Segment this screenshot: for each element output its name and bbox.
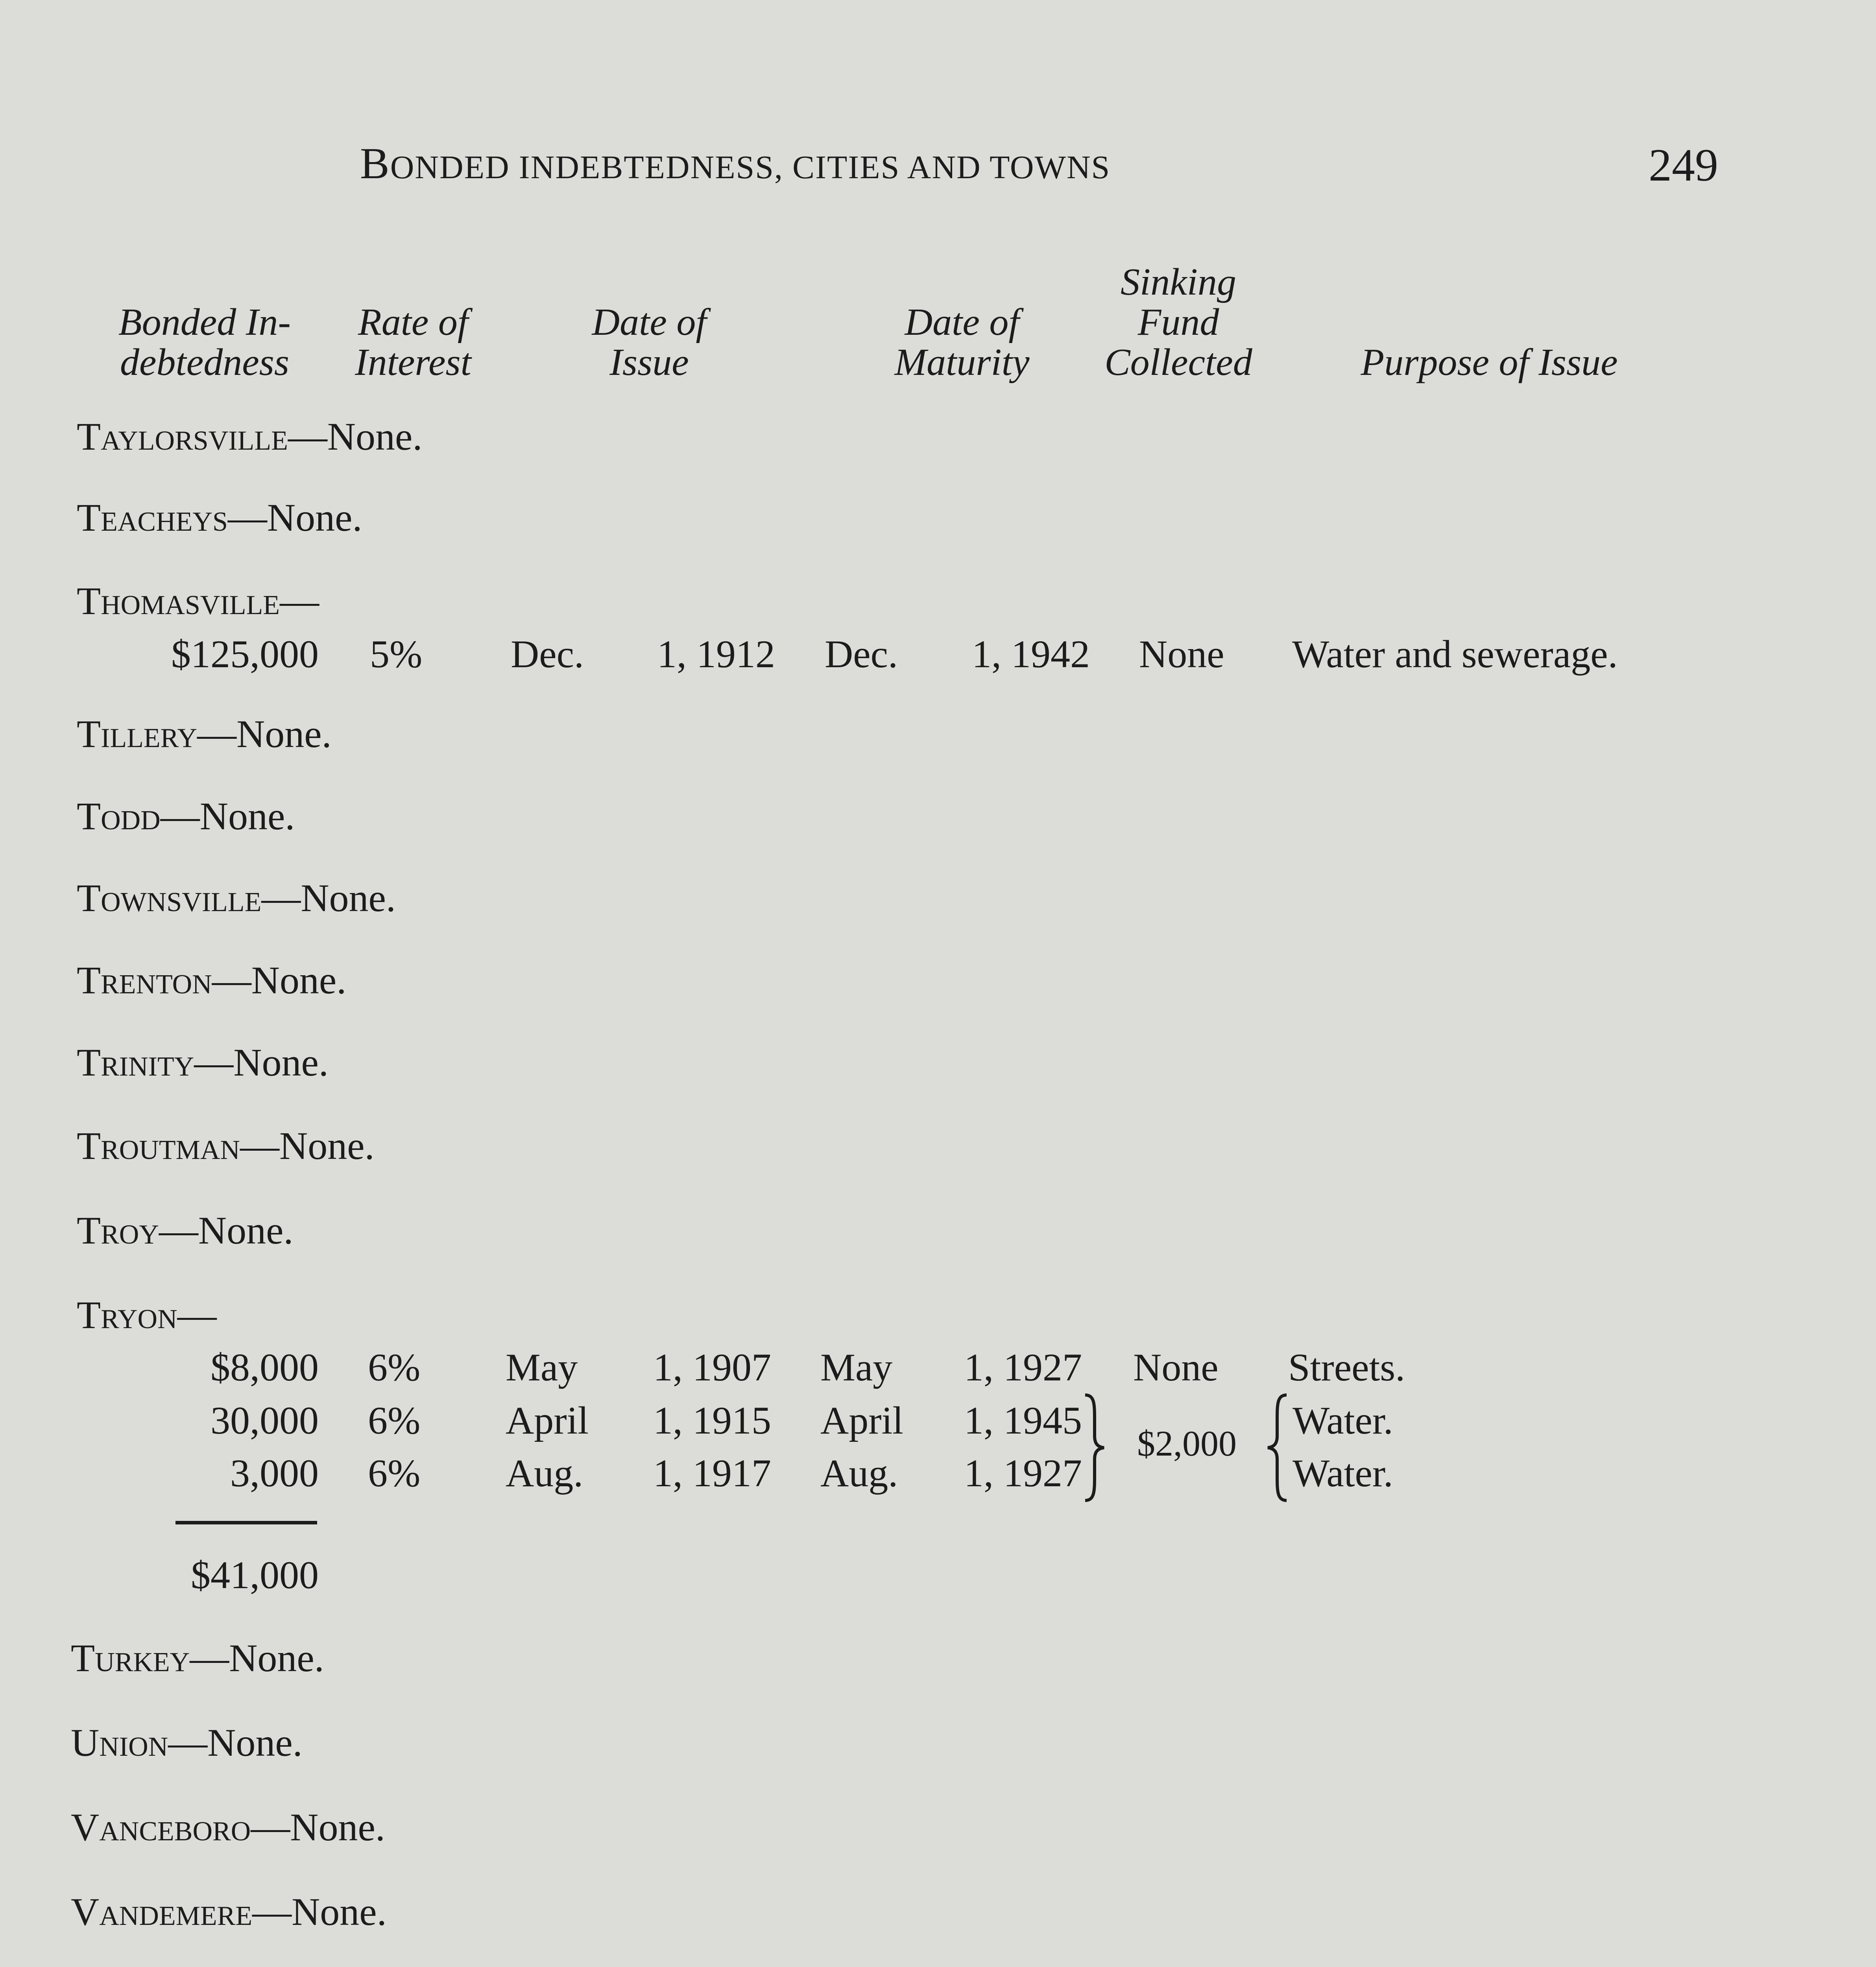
column-header-sinking: [1086, 262, 1271, 382]
entry-teacheys: [77, 495, 362, 540]
cell-amount: $125,000: [171, 632, 319, 676]
town-status: —None.: [159, 1209, 294, 1252]
column-header-line: Sinking: [1121, 261, 1236, 303]
town-status: —None.: [160, 794, 295, 838]
running-head-rest: ONDED INDEBTEDNESS, CITIES AND TOWNS: [390, 149, 1111, 186]
entry-union: [71, 1720, 303, 1765]
cell-sinking: None: [1139, 632, 1224, 676]
cell-issue-day-year: 1, 1915: [653, 1399, 771, 1442]
cell-purpose: Water.: [1293, 1451, 1393, 1495]
town-status: —None.: [261, 876, 396, 920]
column-header-line: Bonded In-: [118, 301, 291, 343]
town-status: —None.: [288, 415, 423, 458]
left-brace-icon: [1265, 1393, 1289, 1503]
column-header-purpose: [1322, 342, 1656, 382]
entry-vanceboro: [71, 1805, 385, 1850]
town-status: —None.: [212, 958, 347, 1002]
cell-maturity-day-year: 1, 1927: [964, 1345, 1082, 1389]
town-status: —None.: [251, 1805, 385, 1849]
entry-trenton: [77, 958, 346, 1003]
town-name: Vandemere: [71, 1890, 253, 1934]
column-header-line: Rate of: [358, 301, 469, 343]
town-name: Turkey: [71, 1636, 190, 1680]
cell-purpose: Water and sewerage.: [1292, 632, 1618, 676]
sum-rule: [175, 1521, 317, 1524]
cell-rate: 5%: [370, 632, 423, 676]
town-name: Townsville: [77, 876, 262, 920]
town-name: Thomasville: [77, 579, 280, 623]
cell-amount: 30,000: [210, 1399, 319, 1442]
town-status: —None.: [190, 1636, 324, 1680]
cell-amount: 3,000: [230, 1451, 319, 1495]
column-header-line: Interest: [355, 341, 471, 384]
entry-vandemere: [71, 1889, 387, 1934]
cell-rate: 6%: [368, 1345, 421, 1389]
town-name: Tillery: [77, 712, 198, 756]
column-header-bonded: [94, 302, 315, 382]
cell-maturity-month: Aug.: [820, 1451, 898, 1495]
town-name: Taylorsville: [77, 415, 288, 458]
town-name: Union: [71, 1721, 168, 1764]
cell-amount: $8,000: [210, 1345, 319, 1389]
column-header-line: debtedness: [120, 341, 289, 384]
column-header-line: Fund: [1137, 301, 1219, 343]
cell-purpose: Water.: [1293, 1399, 1393, 1442]
column-header-rate: [338, 302, 488, 382]
town-status: —: [280, 579, 319, 623]
entry-tryon: [77, 1292, 217, 1338]
town-name: Tryon: [77, 1293, 177, 1337]
column-header-issue: [567, 302, 732, 382]
cell-maturity-day-year: 1, 1927: [964, 1451, 1082, 1495]
cell-issue-day-year: 1, 1917: [653, 1451, 771, 1495]
cell-rate: 6%: [368, 1451, 421, 1495]
entry-turkey: [71, 1635, 324, 1681]
cell-issue-day-year: 1, 1912: [657, 632, 775, 676]
column-header-line: Collected: [1104, 341, 1252, 384]
town-status: —None.: [227, 496, 362, 539]
cell-maturity-month: April: [820, 1399, 904, 1442]
column-header-line: Date of: [592, 301, 707, 343]
entry-townsville: [77, 875, 396, 921]
cell-sinking-shared: $2,000: [1137, 1423, 1237, 1463]
cell-issue-month: Dec.: [511, 632, 584, 676]
cell-purpose: Streets.: [1288, 1345, 1405, 1389]
entry-troutman: [77, 1123, 375, 1168]
town-status: —None.: [168, 1721, 303, 1764]
cell-maturity-day-year: 1, 1942: [972, 632, 1090, 676]
cell-maturity-month: Dec.: [825, 632, 898, 676]
cell-total: $41,000: [191, 1553, 319, 1597]
entry-troy: [77, 1208, 294, 1253]
right-brace-icon: [1083, 1393, 1106, 1503]
entry-tillery: [77, 711, 332, 757]
town-status: —: [177, 1293, 217, 1337]
town-name: Teacheys: [77, 496, 228, 539]
entry-trinity: [77, 1040, 329, 1085]
town-name: Troy: [77, 1209, 159, 1252]
cell-issue-month: May: [506, 1345, 578, 1389]
cell-sinking: None: [1133, 1345, 1219, 1389]
column-header-line: Date of: [905, 301, 1019, 343]
running-head-initial: B: [360, 139, 390, 188]
page-number: 249: [1649, 139, 1718, 191]
town-name: Trinity: [77, 1041, 194, 1084]
town-status: —None.: [194, 1041, 329, 1084]
town-name: Vanceboro: [71, 1805, 251, 1849]
cell-issue-day-year: 1, 1907: [653, 1345, 771, 1389]
town-status: —None.: [240, 1124, 375, 1168]
cell-rate: 6%: [368, 1399, 421, 1442]
cell-issue-month: April: [506, 1399, 589, 1442]
town-name: Todd: [77, 794, 161, 838]
town-name: Trenton: [77, 958, 212, 1002]
running-head: [360, 138, 1110, 189]
town-name: Troutman: [77, 1124, 240, 1168]
town-status: —None.: [252, 1890, 387, 1934]
cell-issue-month: Aug.: [506, 1451, 583, 1495]
cell-maturity-day-year: 1, 1945: [964, 1399, 1082, 1442]
town-status: —None.: [197, 712, 332, 756]
entry-thomasville: [77, 578, 319, 624]
column-header-line: Purpose of Issue: [1361, 341, 1618, 384]
column-header-maturity: [870, 302, 1054, 382]
column-header-line: Issue: [609, 341, 689, 384]
column-header-line: Maturity: [894, 341, 1030, 384]
entry-todd: [77, 793, 295, 839]
entry-taylorsville: [77, 414, 422, 459]
cell-maturity-month: May: [820, 1345, 893, 1389]
